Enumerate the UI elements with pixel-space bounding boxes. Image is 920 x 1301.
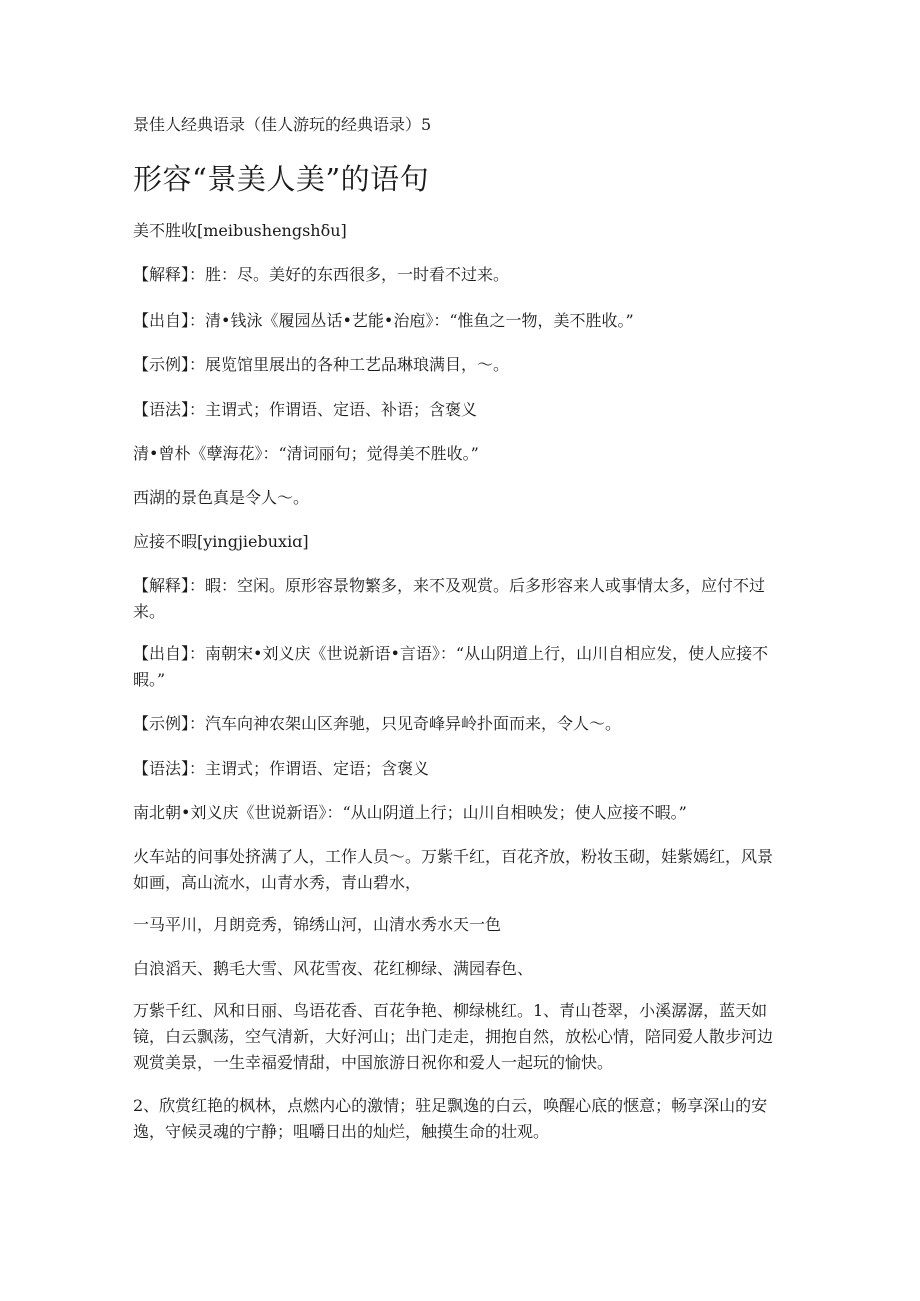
example-text: ：汽车向神农架山区奔驰，只见奇峰异岭扑面而来，令人～。 (189, 714, 622, 733)
example-tag: 【示例】 (133, 355, 190, 374)
idiom-1-source (133, 308, 783, 334)
idiom-2-source (133, 641, 783, 693)
idiom-2-explain (133, 573, 783, 625)
idiom-2-sentence: 火车站的问事处挤满了人，工作人员～。万紫千红，百花齐放，粉妆玉砌，娃紫嫣红，风景如画，高山流水，山青水秀，青山碧水， (133, 847, 774, 892)
paragraph-2: 2、欣赏红艳的枫林，点燃内心的激情；驻足飘逸的白云，唤醒心底的惬意；畅享深山的安逸，守候灵魂的宁静；咀嚼日出的灿烂，触摸生命的壮观。 (133, 1096, 768, 1141)
source-text: ：清•钱泳《履园丛话•艺能•治庖》：“惟鱼之一物，美不胜收。” (189, 311, 634, 330)
explain-text: ：胜：尽。美好的东西很多，一时看不过来。 (189, 265, 510, 284)
idiom-term-1: 美不胜收[meibushengshδu] (133, 221, 347, 240)
explain-tag: 【解释】 (133, 265, 190, 284)
idiom-2-grammar (133, 756, 783, 782)
grammar-text: ：主谓式；作谓语、定语；含褒义 (189, 759, 430, 778)
explain-tag: 【解释】 (133, 576, 190, 595)
explain-text: ：暇：空闲。原形容景物繁多，来不及观赏。后多形容来人或事情太多，应付不过来。 (133, 576, 766, 621)
paragraph-1: 万紫千红、风和日丽、鸟语花香、百花争艳、柳绿桃红。1、青山苍翠，小溪潺潺，蓝天如镜，白云飘荡，空气清新，大好河山；出门走走，拥抱自然，放松心情，陪同爱人散步河边观赏美景，一生幸福爱情甜，中国旅游日祝你和爱人一起玩的愉快。 (133, 1001, 774, 1072)
grammar-tag: 【语法】 (133, 400, 190, 419)
document-title: 景佳人经典语录（佳人游玩的经典语录）5 (133, 115, 432, 134)
phrases-line-1: 一马平川，月朗竞秀，锦绣山河，山清水秀水天一色 (133, 915, 502, 934)
idiom-2-quote: 南北朝•刘义庆《世说新语》：“从山阴道上行；山川自相映发；使人应接不暇。” (133, 803, 687, 822)
idiom-1-quote: 清•曾朴《孽海花》：“清词丽句；觉得美不胜收。” (133, 444, 479, 463)
grammar-tag: 【语法】 (133, 759, 190, 778)
section-heading: 形容“景美人美”的语句 (133, 162, 430, 196)
example-tag: 【示例】 (133, 714, 190, 733)
phrases-line-2: 白浪滔天、鹅毛大雪、风花雪夜、花红柳绿、满园春色、 (133, 959, 534, 978)
idiom-1-sentence: 西湖的景色真是令人～。 (133, 488, 310, 507)
idiom-1-example (133, 352, 783, 378)
idiom-1-grammar (133, 397, 783, 423)
example-text: ：展览馆里展出的各种工艺品琳琅满目，～。 (189, 355, 510, 374)
source-tag: 【出自】 (133, 311, 190, 330)
idiom-1-explain (133, 262, 783, 288)
grammar-text: ：主谓式；作谓语、定语、补语；含褒义 (189, 400, 478, 419)
source-text: ：南朝宋•刘义庆《世说新语•言语》：“从山阴道上行，山川自相应发，使人应接不暇。” (133, 644, 769, 689)
source-tag: 【出自】 (133, 644, 190, 663)
idiom-2-example (133, 711, 783, 737)
idiom-term-2: 应接不暇[yingjiebuxiɑ] (133, 532, 309, 551)
